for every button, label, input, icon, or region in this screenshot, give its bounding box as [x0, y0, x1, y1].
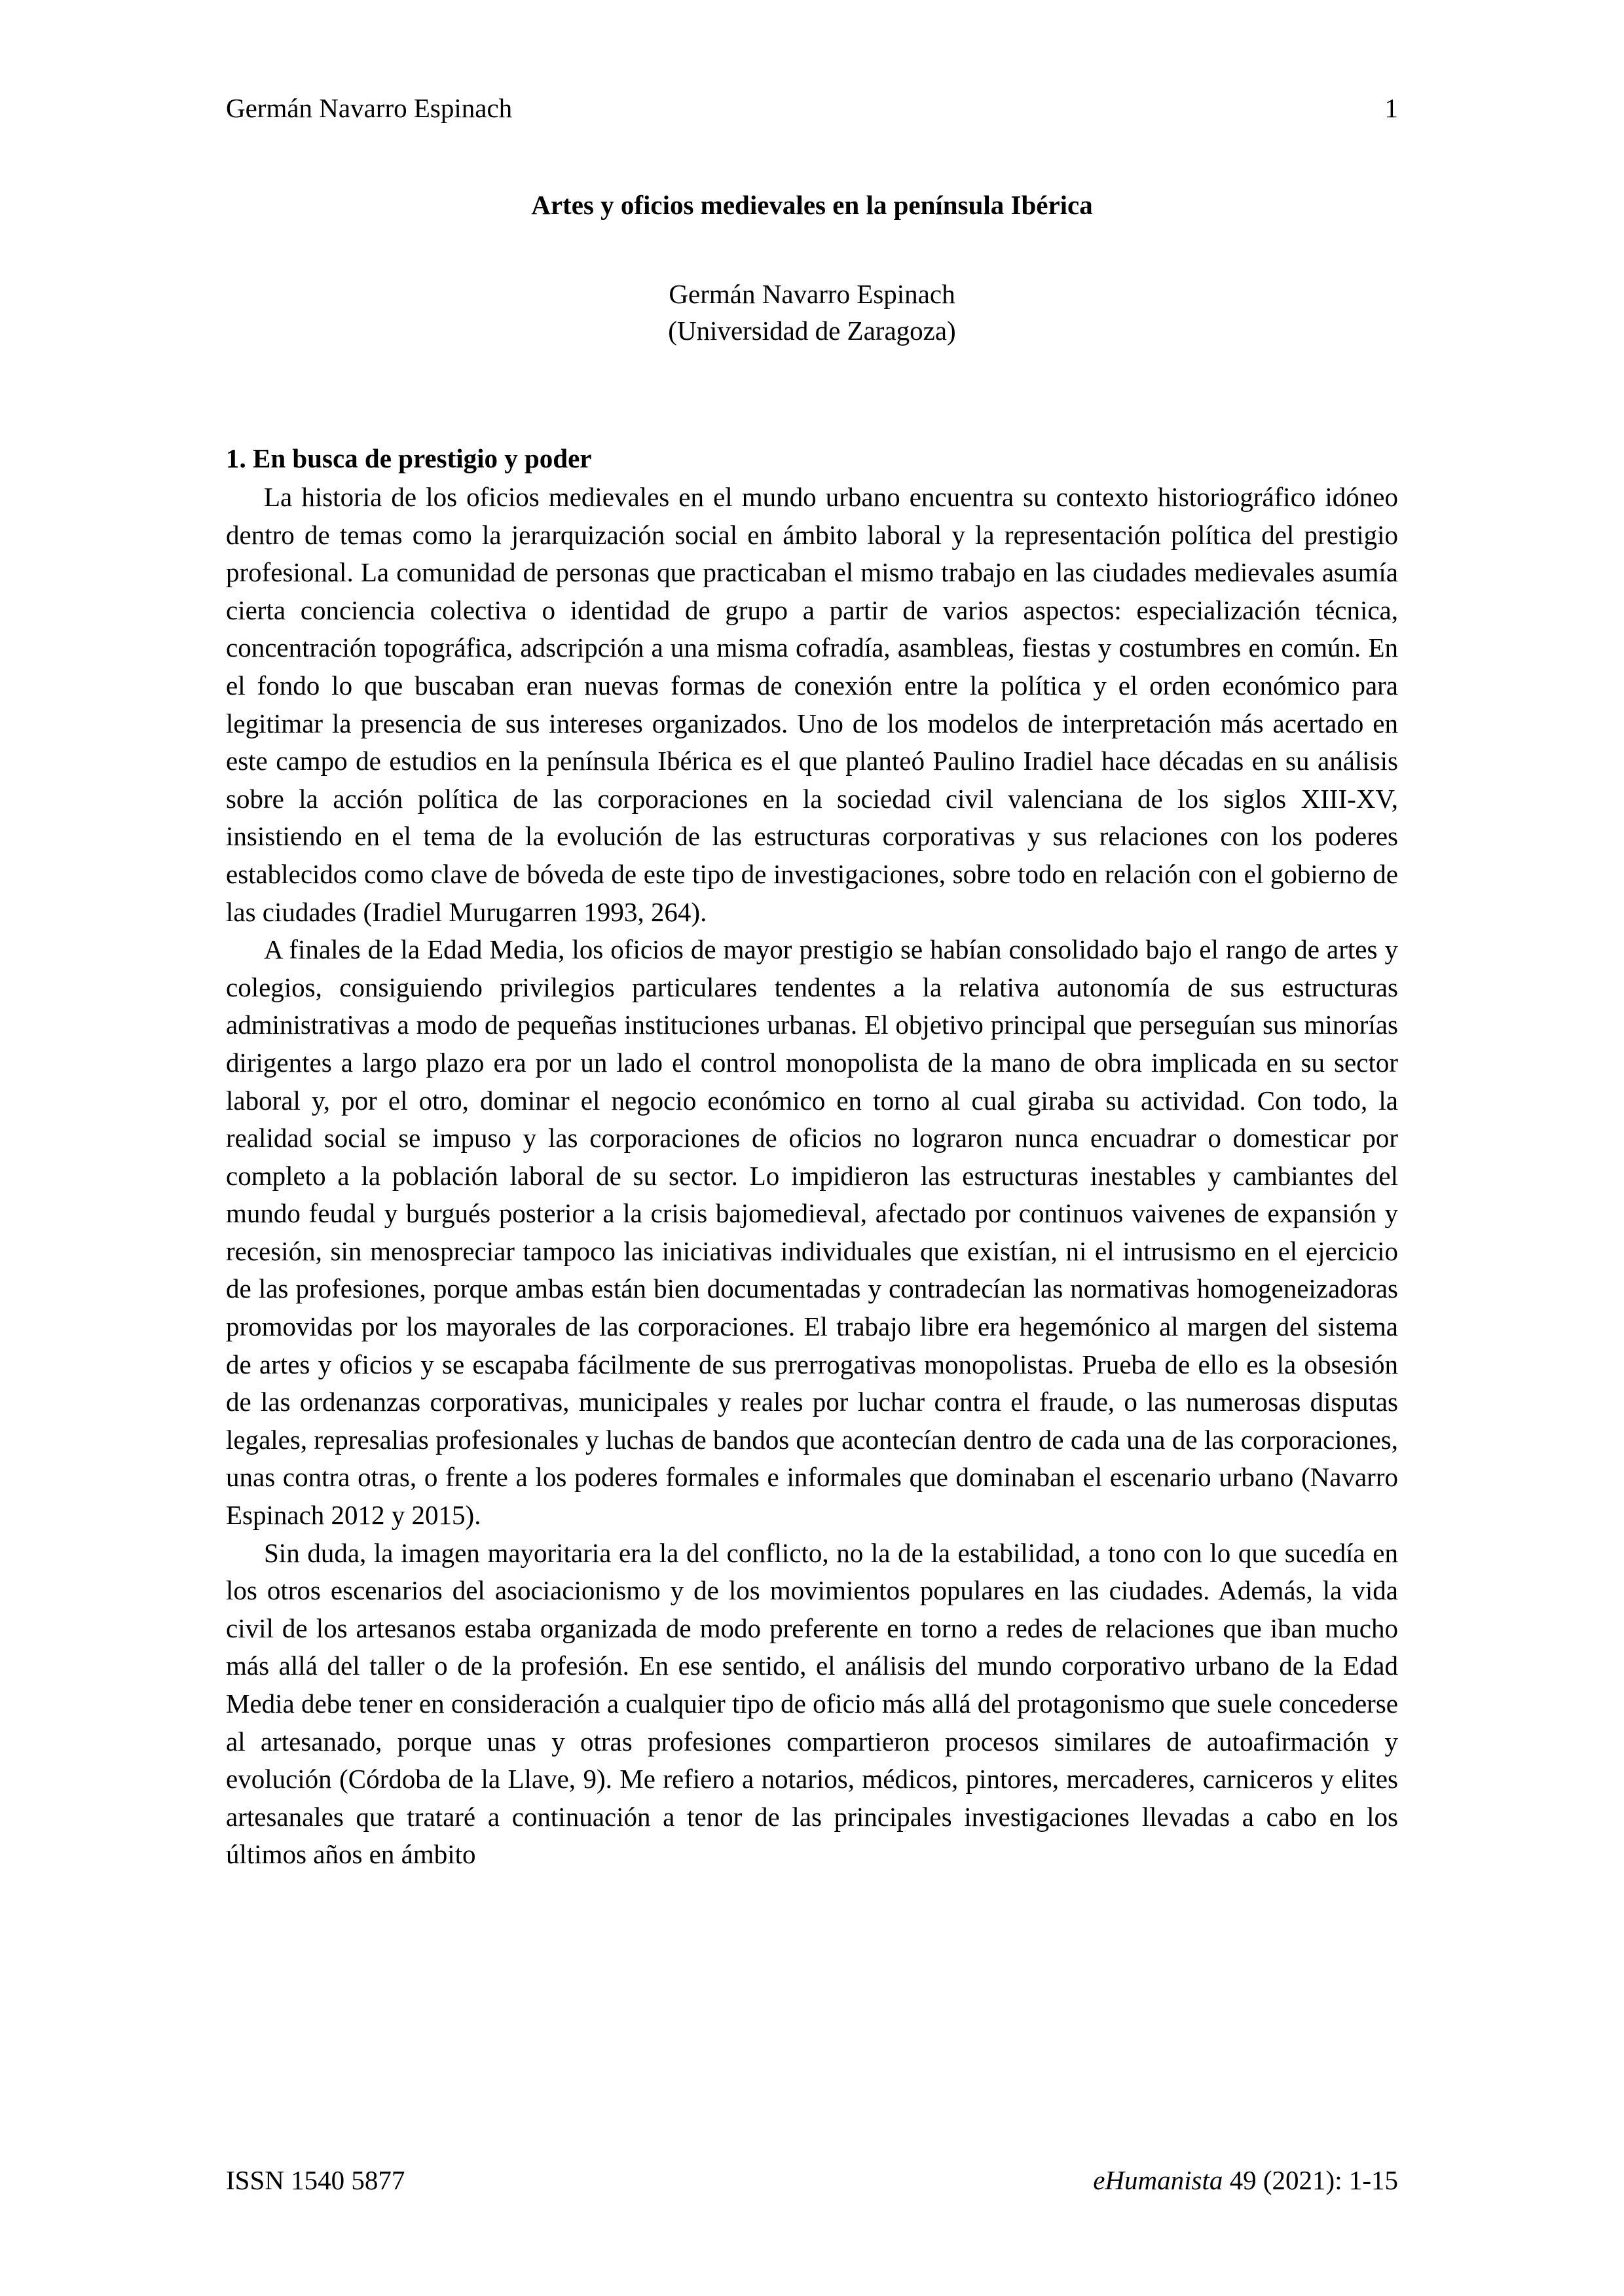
article-title: Artes y oficios medievales en la península Ibérica: [531, 190, 1093, 221]
page-content: [226, 92, 1398, 1874]
issn-text: ISSN 1540 5877: [226, 2165, 405, 2195]
journal-name: eHumanista: [1093, 2165, 1223, 2195]
author-affiliation: (Universidad de Zaragoza): [668, 316, 956, 346]
journal-citation: [1093, 2164, 1398, 2197]
section-heading-1: 1. En busca de prestigio y poder: [226, 443, 592, 473]
running-head-author: Germán Navarro Espinach: [226, 93, 513, 123]
body-paragraph: La historia de los oficios medievales en el mundo urbano encuentra su contexto historiográfico idóneo dentro de temas como la jerarquización social en ámbito laboral y la representación política del prestigio profesional. La comunidad de personas que practicaban el mismo trabajo en las ciudades medievales asumía cierta conciencia colectiva o identidad de grupo a partir de varios aspectos: especialización técnica, concentración topográfica, adscripción a una misma cofradía, asambleas, fiestas y costumbres en común. En el fondo lo que buscaban eran nuevas formas de conexión entre la política y el orden económico para legitimar la presencia de sus intereses organizados. Uno de los modelos de interpretación más acertado en este campo de estudios en la península Ibérica es el que planteó Paulino Iradiel hace décadas en su análisis sobre la acción política de las corporaciones en la sociedad civil valenciana de los siglos XIII-XV, insistiendo en el tema de la evolución de las estructuras corporativas y sus relaciones con los poderes establecidos como clave de bóveda de este tipo de investigaciones, sobre todo en relación con el gobierno de las ciudades (Iradiel Murugarren 1993, 264).: [226, 482, 1398, 927]
author-name: Germán Navarro Espinach: [669, 278, 955, 309]
body-paragraph: A finales de la Edad Media, los oficios de mayor prestigio se habían consolidado bajo el rango de artes y colegios, consiguiendo privilegios particulares tendentes a la relativa autonomía de sus estructuras administrativas a modo de pequeñas instituciones urbanas. El objetivo principal que perseguían sus minorías dirigentes a largo plazo era por un lado el control monopolista de la mano de obra implicada en su sector laboral y, por el otro, dominar el negocio económico en torno al cual giraba su actividad. Con todo, la realidad social se impuso y las corporaciones de oficios no lograron nunca encuadrar o domesticar por completo a la población laboral de su sector. Lo impidieron las estructuras inestables y cambiantes del mundo feudal y burgués posterior a la crisis bajomedieval, afectado por continuos vaivenes de expansión y recesión, sin menospreciar tampoco las iniciativas individuales que existían, ni el intrusismo en el ejercicio de las profesiones, porque ambas están bien documentadas y contradecían las normativas homogeneizadoras promovidas por los mayorales de las corporaciones. El trabajo libre era hegemónico al margen del sistema de artes y oficios y se escapaba fácilmente de sus prerrogativas monopolistas. Prueba de ello es la obsesión de las ordenanzas corporativas, municipales y reales por luchar contra el fraude, o las numerosas disputas legales, represalias profesionales y luchas de bandos que acontecían dentro de cada una de las corporaciones, unas contra otras, o frente a los poderes formales e informales que dominaban el escenario urbano (Navarro Espinach 2012 y 2015).: [226, 934, 1398, 1531]
page-number: 1: [1384, 93, 1398, 123]
page-footer: [226, 2164, 1398, 2197]
journal-issue: 49 (2021): 1-15: [1223, 2165, 1398, 2195]
author-block: [226, 276, 1398, 350]
body-paragraph: Sin duda, la imagen mayoritaria era la del conflicto, no la de la estabilidad, a tono con lo que sucedía en los otros escenarios del asociacionismo y de los movimientos populares en las ciudades. Además, la vida civil de los artesanos estaba organizada de modo preferente en torno a redes de relaciones que iban mucho más allá del taller o de la profesión. En ese sentido, el análisis del mundo corporativo urbano de la Edad Media debe tener en consideración a cualquier tipo de oficio más allá del protagonismo que suele concederse al artesanado, porque unas y otras profesiones compartieron procesos similares de autoafirmación y evolución (Córdoba de la Llave, 9). Me refiero a notarios, médicos, pintores, mercaderes, carniceros y elites artesanales que trataré a continuación a tenor de las principales investigaciones llevadas a cabo en los últimos años en ámbito: [226, 1537, 1398, 1870]
running-head: [226, 92, 1398, 125]
